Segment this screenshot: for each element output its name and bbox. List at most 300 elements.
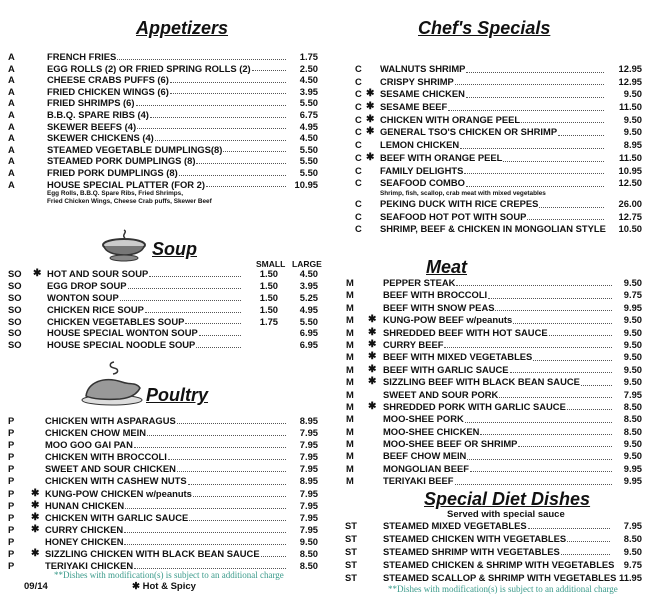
item-code: P (8, 499, 15, 511)
menu-item (8, 488, 318, 500)
dot-leader (188, 475, 286, 484)
item-price: 6.95 (299, 327, 318, 339)
menu-item (8, 475, 318, 487)
item-name: MONGOLIAN BEEF (383, 462, 469, 474)
item-name-leader (47, 280, 243, 292)
item-name: SEAFOOD HOT POT WITH SOUP (380, 210, 527, 222)
item-name: CHICKEN CHOW MEIN (45, 427, 147, 439)
item-name-leader (383, 571, 617, 584)
dot-leader (527, 211, 604, 221)
item-name-leader (47, 316, 243, 328)
item-name-leader (383, 289, 614, 301)
item-price: 7.95 (299, 439, 318, 451)
item-code: SO (8, 327, 22, 339)
menu-item (8, 512, 318, 524)
meat-list (346, 277, 642, 488)
item-price: 8.50 (623, 425, 642, 437)
item-name: HOUSE SPECIAL PLATTER (FOR 2) (47, 178, 205, 190)
item-name-leader (45, 427, 288, 439)
item-price: 9.50 (623, 126, 642, 138)
item-price: 9.50 (623, 277, 642, 288)
dot-leader (199, 327, 241, 336)
menu-item (8, 155, 318, 167)
item-name: TERIYAKI CHICKEN (45, 560, 134, 572)
dot-leader (455, 475, 613, 484)
item-code: A (8, 97, 15, 109)
dot-leader (444, 339, 612, 348)
menu-item (346, 401, 642, 413)
item-code: P (8, 427, 15, 439)
item-code: A (8, 178, 15, 190)
item-code: P (8, 451, 15, 463)
dot-leader (155, 132, 286, 141)
menu-item (355, 223, 642, 236)
item-name: CHICKEN WITH CASHEW NUTS (45, 475, 187, 487)
item-code: M (346, 338, 354, 350)
hot-spicy-icon: ✱ (366, 88, 375, 100)
item-name-leader (47, 292, 243, 304)
menu-item (346, 413, 642, 425)
item-price: 9.50 (623, 438, 642, 450)
item-name: SHREDDED BEEF WITH HOT SAUCE (383, 326, 548, 338)
item-name-leader (47, 97, 288, 109)
menu-item (8, 339, 318, 351)
dot-leader (533, 351, 612, 360)
item-name-leader (47, 63, 288, 75)
item-name: SWEET AND SOUR CHICKEN (45, 463, 176, 475)
dot-leader (465, 413, 612, 422)
dot-leader (480, 426, 612, 435)
item-code: C (355, 126, 362, 138)
item-price: 8.95 (299, 475, 318, 487)
hot-spicy-icon: ✱ (366, 113, 375, 125)
menu-item (8, 536, 318, 548)
item-code: A (8, 155, 15, 167)
item-name: CHICKEN WITH GARLIC SAUCE (45, 511, 189, 523)
item-name: SHREDDED PORK WITH GARLIC SAUCE (383, 400, 566, 412)
item-code: P (8, 523, 15, 535)
item-name: STEAMED CHICKEN WITH VEGETABLES (383, 533, 567, 544)
item-name: SHRIMP, BEEF & CHICKEN IN MONGOLIAN STYLE (380, 223, 606, 235)
item-name-leader (45, 463, 288, 475)
menu-item (355, 165, 642, 178)
dot-leader (223, 144, 286, 153)
meat-heading: Meat (426, 257, 468, 277)
soup-heading: Soup (152, 239, 197, 259)
appetizers-heading: Appetizers (136, 18, 229, 38)
dot-leader (117, 51, 286, 60)
item-code: C (355, 113, 362, 125)
dot-leader (145, 304, 241, 313)
item-name-leader (380, 101, 606, 114)
item-name-leader (47, 132, 288, 144)
item-name-leader (383, 519, 612, 532)
hot-spicy-icon: ✱ (368, 400, 377, 412)
dot-leader (185, 316, 241, 325)
item-price: 2.50 (299, 62, 318, 74)
item-name-leader (380, 139, 606, 152)
item-price: 8.95 (299, 415, 318, 426)
menu-item (346, 289, 642, 301)
menu-item (8, 280, 318, 292)
item-price: 7.95 (299, 487, 318, 499)
menu-item (8, 51, 318, 63)
menu-item (355, 101, 642, 114)
dot-leader (170, 74, 286, 83)
hot-spicy-icon: ✱ (368, 314, 377, 326)
item-name: HOUSE SPECIAL NOODLE SOUP (47, 339, 196, 351)
item-price: 7.95 (299, 451, 318, 463)
item-price: 8.50 (623, 413, 642, 425)
item-name: CHICKEN WITH ORANGE PEEL (380, 113, 521, 125)
item-price: 9.50 (623, 376, 642, 388)
dot-leader (125, 500, 286, 509)
item-name: LEMON CHICKEN (380, 139, 460, 151)
menu-item (8, 524, 318, 536)
item-price: 9.95 (623, 301, 642, 313)
item-name-leader (47, 155, 288, 167)
item-name-leader (45, 548, 288, 560)
item-name: BEEF WITH ORANGE PEEL (380, 151, 503, 163)
menu-item (345, 545, 642, 558)
item-price: 9.50 (299, 535, 318, 547)
item-price: 5.50 (299, 155, 318, 167)
item-code: SO (8, 291, 22, 303)
menu-item (8, 109, 318, 121)
item-price: 9.75 (623, 289, 642, 301)
item-name: SKEWER BEEFS (4) (47, 120, 137, 132)
item-description: Shrimp, fish, scallop, crab meat with mixed vegetables (380, 189, 546, 197)
item-price: 8.50 (299, 560, 318, 572)
menu-item (346, 327, 642, 339)
menu-item (346, 314, 642, 326)
menu-item (346, 339, 642, 351)
item-code: M (346, 326, 354, 338)
menu-item (8, 144, 318, 156)
item-code: ST (345, 546, 357, 557)
item-price-small: 1.50 (259, 303, 278, 315)
menu-date: 09/14 (24, 581, 48, 592)
item-price: 4.50 (299, 132, 318, 144)
menu-item (346, 438, 642, 450)
dot-leader (134, 439, 286, 448)
item-code: P (8, 535, 15, 547)
dot-leader (120, 292, 241, 301)
item-price: 11.50 (619, 151, 642, 163)
dot-leader (147, 427, 286, 436)
item-name-leader (380, 63, 606, 76)
item-price: 5.50 (299, 143, 318, 155)
item-name: SEAFOOD COMBO (380, 177, 465, 189)
item-price: 10.95 (294, 178, 318, 190)
item-price: 8.50 (299, 548, 318, 560)
item-name-leader (383, 413, 614, 425)
item-code: A (8, 132, 15, 144)
menu-item (8, 427, 318, 439)
dot-leader (567, 401, 612, 410)
item-name: SIZZLING BEEF WITH BLACK BEAN SAUCE (383, 376, 580, 388)
item-price: 7.95 (299, 427, 318, 439)
item-name-leader (380, 223, 606, 236)
menu-item (8, 292, 318, 304)
item-name-leader (45, 475, 288, 487)
menu-item (355, 177, 642, 190)
menu-item (345, 571, 642, 584)
item-name: CHICKEN WITH ASPARAGUS (45, 415, 176, 426)
dot-leader (561, 545, 610, 555)
item-code: SO (8, 279, 22, 291)
item-code: M (346, 462, 354, 474)
dot-leader (488, 289, 612, 298)
item-code: A (8, 62, 15, 74)
item-price: 9.50 (623, 88, 642, 100)
dot-leader (136, 97, 286, 106)
item-name-leader (47, 144, 288, 156)
item-name: BEEF WITH BROCCOLI (383, 289, 488, 301)
hot-spicy-icon: ✱ (368, 363, 377, 375)
item-price: 12.95 (618, 63, 642, 74)
item-code: M (346, 438, 354, 450)
item-name: EGG DROP SOUP (47, 279, 127, 291)
menu-item (355, 126, 642, 139)
menu-item (8, 415, 318, 427)
hot-spicy-icon: ✱ (368, 376, 377, 388)
menu-item (346, 376, 642, 388)
item-code: ST (345, 559, 357, 570)
hot-spicy-icon: ✱ (33, 268, 42, 279)
item-name-leader (383, 376, 614, 388)
dot-leader (128, 280, 241, 289)
menu-item (346, 364, 642, 376)
item-name: SKEWER CHICKENS (4) (47, 132, 154, 144)
item-code: C (355, 197, 362, 209)
menu-item (8, 63, 318, 75)
menu-item (8, 439, 318, 451)
item-code: M (346, 289, 354, 301)
item-code: SO (8, 303, 22, 315)
item-code: C (355, 101, 362, 113)
dot-leader (196, 155, 286, 164)
item-code: C (355, 75, 362, 87)
dot-leader (581, 376, 612, 385)
item-code: M (346, 277, 354, 288)
item-name-leader (45, 512, 288, 524)
menu-item (8, 97, 318, 109)
menu-item (346, 351, 642, 363)
item-name-leader (45, 488, 288, 500)
item-code: C (355, 210, 362, 222)
dot-leader (567, 532, 610, 542)
item-name-leader (45, 451, 288, 463)
menu-item (8, 132, 318, 144)
item-code: SO (8, 315, 22, 327)
menu-item (8, 268, 318, 280)
item-price: 3.95 (299, 279, 318, 291)
item-name: B.B.Q. SPARE RIBS (4) (47, 108, 149, 120)
item-price: 9.50 (623, 450, 642, 462)
special-diet-heading: Special Diet Dishes (424, 489, 591, 509)
item-name: CURRY CHICKEN (45, 523, 124, 535)
item-name: STEAMED CHICKEN & SHRIMP WITH VEGETABLES (383, 559, 615, 570)
item-price: 12.95 (618, 75, 642, 87)
menu-item (346, 277, 642, 289)
item-name: PEPPER STEAK (383, 277, 456, 288)
item-code: C (355, 151, 362, 163)
menu-item (8, 304, 318, 316)
dot-leader (558, 126, 604, 136)
item-code: C (355, 88, 362, 100)
item-price: 7.95 (299, 523, 318, 535)
item-name: FRIED CHICKEN WINGS (6) (47, 85, 169, 97)
item-code: M (346, 400, 354, 412)
item-name: CHICKEN VEGETABLES SOUP (47, 315, 185, 327)
item-name-leader (380, 165, 606, 178)
menu-item (355, 211, 642, 224)
item-name: GENERAL TSO'S CHICKEN OR SHRIMP (380, 126, 558, 138)
item-name-leader (380, 198, 606, 211)
item-name-leader (383, 545, 612, 558)
item-code: A (8, 85, 15, 97)
item-code: M (346, 314, 354, 326)
item-code: C (355, 164, 362, 176)
soup-large-column-header: LARGE (292, 259, 322, 269)
dot-leader (189, 512, 286, 521)
dot-leader (124, 536, 286, 545)
item-name: SWEET AND SOUR PORK (383, 388, 499, 400)
item-code: M (346, 475, 354, 487)
dot-leader (518, 438, 612, 447)
menu-item (345, 532, 642, 545)
dot-leader (499, 389, 612, 398)
item-name: HOUSE SPECIAL WONTON SOUP (47, 327, 198, 339)
dot-leader (193, 488, 286, 497)
item-name-leader (383, 364, 614, 376)
item-name: STEAMED MIXED VEGETABLES (383, 520, 527, 531)
item-name: MOO-SHEE BEEF OR SHRIMP (383, 438, 518, 450)
dot-leader (466, 63, 604, 73)
item-price: 9.50 (623, 351, 642, 363)
dot-leader (549, 327, 612, 336)
soup-small-column-header: SMALL (256, 259, 286, 269)
menu-item (355, 76, 642, 89)
item-name-leader (380, 152, 606, 165)
item-price: 26.00 (618, 197, 642, 209)
item-name-leader (383, 277, 614, 289)
item-name: MOO-SHEE CHICKEN (383, 425, 480, 437)
dot-leader (196, 339, 241, 348)
hot-spicy-icon: ✱ (368, 326, 377, 338)
menu-item (346, 450, 642, 462)
hot-spicy-icon: ✱ (366, 101, 375, 113)
item-name-leader (383, 314, 614, 326)
hot-spicy-icon: ✱ (31, 511, 40, 523)
menu-item (8, 167, 318, 179)
item-name: MOO GOO GAI PAN (45, 439, 133, 451)
item-name-leader (383, 389, 614, 401)
item-price: 5.25 (299, 291, 318, 303)
item-name: CHICKEN RICE SOUP (47, 303, 144, 315)
item-code: P (8, 415, 15, 426)
item-code: P (8, 475, 15, 487)
item-price: 9.50 (623, 546, 642, 557)
item-name-leader (383, 463, 614, 475)
item-name: FAMILY DELIGHTS (380, 164, 464, 176)
item-price: 9.95 (623, 475, 642, 487)
item-name-leader (383, 532, 612, 545)
modification-note-right: **Dishes with modification(s) is subject to an additional charge (388, 584, 618, 594)
item-price: 7.95 (623, 388, 642, 400)
item-name: CRISPY SHRIMP (380, 75, 454, 87)
item-code: A (8, 51, 15, 62)
dot-leader (170, 86, 286, 95)
item-code: P (8, 487, 15, 499)
item-price: 4.95 (299, 120, 318, 132)
item-price: 12.75 (618, 210, 642, 222)
item-name: HUNAN CHICKEN (45, 499, 125, 511)
item-name: SESAME CHICKEN (380, 88, 465, 100)
item-code: C (355, 177, 362, 189)
dot-leader (206, 179, 286, 188)
item-name-leader (383, 339, 614, 351)
item-name-leader (45, 439, 288, 451)
menu-item (8, 327, 318, 339)
item-name-leader (45, 536, 288, 548)
item-name: SIZZLING CHICKEN WITH BLACK BEAN SAUCE (45, 548, 260, 560)
item-name-leader (383, 438, 614, 450)
item-name-leader (380, 177, 606, 190)
item-name-leader (47, 339, 243, 351)
soup-bowl-icon (100, 228, 148, 264)
item-price: 3.95 (299, 85, 318, 97)
item-name: KUNG-POW CHICKEN w/peanuts (45, 487, 192, 499)
item-name: WALNUTS SHRIMP (380, 63, 466, 74)
item-price: 10.50 (618, 223, 642, 235)
item-name-leader (380, 126, 606, 139)
menu-item (355, 114, 642, 127)
item-code: P (8, 439, 15, 451)
item-code: A (8, 166, 15, 178)
item-code: M (346, 376, 354, 388)
menu-item (355, 88, 642, 101)
item-price: 9.50 (623, 338, 642, 350)
item-name: BEEF WITH GARLIC SAUCE (383, 363, 509, 375)
menu-item (346, 475, 642, 487)
item-price: 8.95 (623, 139, 642, 151)
menu-item (355, 198, 642, 211)
item-code: P (8, 511, 15, 523)
item-name: FRIED PORK DUMPLINGS (8) (47, 166, 178, 178)
hot-spicy-icon: ✱ (368, 351, 377, 363)
item-code: M (346, 363, 354, 375)
hot-spicy-icon: ✱ (366, 151, 375, 163)
roast-chicken-icon (78, 360, 144, 408)
menu-item (8, 74, 318, 86)
item-name-leader (380, 76, 606, 89)
menu-item (355, 63, 642, 76)
dot-leader (455, 76, 604, 86)
item-price: 5.50 (299, 315, 318, 327)
menu-item (346, 302, 642, 314)
menu-item (8, 451, 318, 463)
item-name-leader (380, 114, 606, 127)
item-price-small: 1.50 (259, 279, 278, 291)
item-price: 4.95 (299, 303, 318, 315)
item-name-leader (380, 88, 606, 101)
item-price: 7.95 (299, 499, 318, 511)
dot-leader (261, 548, 286, 557)
item-name: BEEF WITH SNOW PEAS (383, 301, 495, 313)
item-price: 12.50 (618, 177, 642, 189)
